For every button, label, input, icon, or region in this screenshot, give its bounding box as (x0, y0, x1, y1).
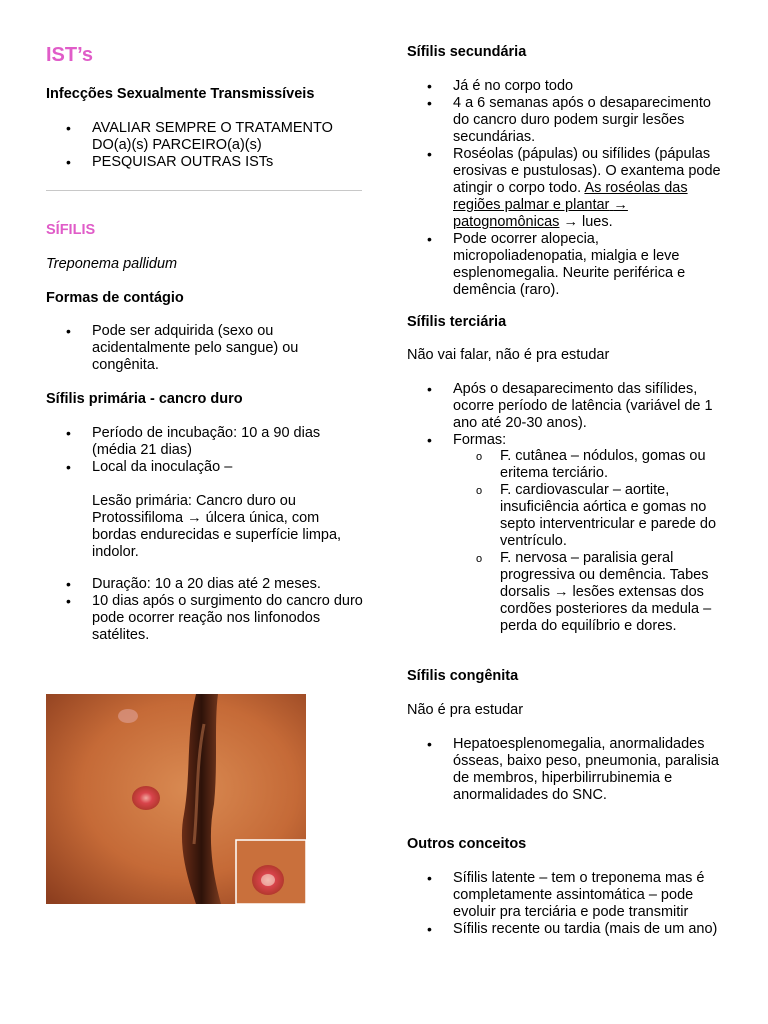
heading-sifilis-secundaria: Sífilis secundária (407, 44, 527, 60)
list-item: • Já é no corpo todo (407, 78, 729, 95)
list-item: • Pode ser adquirida (sexo ou acidentalmente pelo sangue) ou congênita. (46, 323, 364, 374)
list-item: • Após o desaparecimento das sifílides, ocorre período de latência (variável de 1 ano até 20-30 anos). (407, 381, 729, 432)
sublist-item: o F. cardiovascular – aortite, insuficiência aórtica e gomas no septo interventricular e parede do ventrículo. (407, 482, 729, 550)
outros-list (407, 870, 729, 938)
list-item-text: Roséolas (pápulas) ou sifílides (pápulas erosivas e pustulosas). O exantema pode atingir o corpo todo. (453, 146, 721, 196)
arrow-icon: → (187, 510, 202, 526)
arrow-icon: → (554, 584, 569, 600)
clinical-photo-image (46, 694, 306, 904)
organism-name: Treponema pallidum (46, 256, 178, 272)
arrow-icon: → (613, 197, 628, 213)
list-item: • Sífilis recente ou tardia (mais de um ano) (407, 921, 729, 938)
section-divider (46, 190, 362, 191)
terciaria-sublist (407, 448, 729, 635)
underlined-text: As roséolas das regiões palmar e plantar (453, 180, 688, 213)
heading-sifilis-congenita: Sífilis congênita (407, 668, 519, 684)
arrow-icon: → (563, 214, 578, 230)
subtitle: Infecções Sexualmente Transmissíveis (46, 86, 315, 102)
list-item: • Duração: 10 a 20 dias até 2 meses. (46, 576, 364, 593)
terciaria-list (407, 381, 729, 449)
primaria-list-2 (46, 576, 364, 644)
heading-formas-contagio: Formas de contágio (46, 290, 184, 306)
list-item (46, 459, 364, 561)
terciaria-note: Não vai falar, não é pra estudar (407, 347, 610, 363)
list-item (407, 146, 729, 231)
heading-sifilis-primaria: Sífilis primária - cancro duro (46, 391, 243, 407)
congenita-list (407, 736, 729, 804)
primaria-list (46, 425, 364, 561)
list-item: • AVALIAR SEMPRE O TRATAMENTO DO(a)(s) PARCEIRO(a)(s) (46, 120, 364, 154)
list-item: • PESQUISAR OUTRAS ISTs (46, 154, 364, 171)
list-item: • Hepatoesplenomegalia, anormalidades ósseas, baixo peso, pneumonia, paralisia de membros, hiperbilirrubinemia e anormalidades do SNC. (407, 736, 729, 804)
list-item: • Pode ocorrer alopecia, micropoliadenopatia, mialgia e leve esplenomegalia. Neurite periférica e demência (raro). (407, 231, 729, 299)
page-title: IST’s (46, 44, 94, 66)
secundaria-list (407, 78, 729, 299)
list-item: • Período de incubação: 10 a 90 dias (média 21 dias) (46, 425, 364, 459)
sublist-item (407, 550, 729, 635)
intro-list (46, 120, 364, 171)
list-item: • 4 a 6 semanas após o desaparecimento do cancro duro podem surgir lesões secundárias. (407, 95, 729, 146)
list-item-text-end: lues. (581, 214, 613, 230)
lesao-text-b: úlcera única, com bordas endurecidas e superfície limpa, indolor. (92, 510, 342, 560)
section-heading-sifilis: SÍFILIS (46, 222, 96, 238)
sublist-text-b: lesões extensas dos cordões posteriores da medula – perda do equilíbrio e dores. (500, 584, 712, 634)
list-item: • Sífilis latente – tem o treponema mas é completamente assintomática – pode evoluir pra terciária e pode transmitir (407, 870, 729, 921)
heading-outros-conceitos: Outros conceitos (407, 836, 527, 852)
lesao-text-a: Lesão primária: Cancro duro ou Protossifiloma (92, 493, 296, 526)
underlined-text-2: patognomônicas (453, 214, 560, 230)
congenita-note: Não é pra estudar (407, 702, 524, 718)
clinical-photo (46, 694, 306, 904)
heading-sifilis-terciaria: Sífilis terciária (407, 314, 507, 330)
list-item: • 10 dias após o surgimento do cancro duro pode ocorrer reação nos linfonodos satélites. (46, 593, 364, 644)
sublist-item: o F. cutânea – nódulos, gomas ou eritema terciário. (407, 448, 729, 482)
list-item-text: Local da inoculação – (92, 459, 233, 475)
sublist-text-a: F. nervosa – paralisia geral progressiva ou demência. Tabes dorsalis (500, 550, 709, 600)
list-item: • Formas: (407, 432, 729, 449)
contagio-list (46, 323, 364, 374)
